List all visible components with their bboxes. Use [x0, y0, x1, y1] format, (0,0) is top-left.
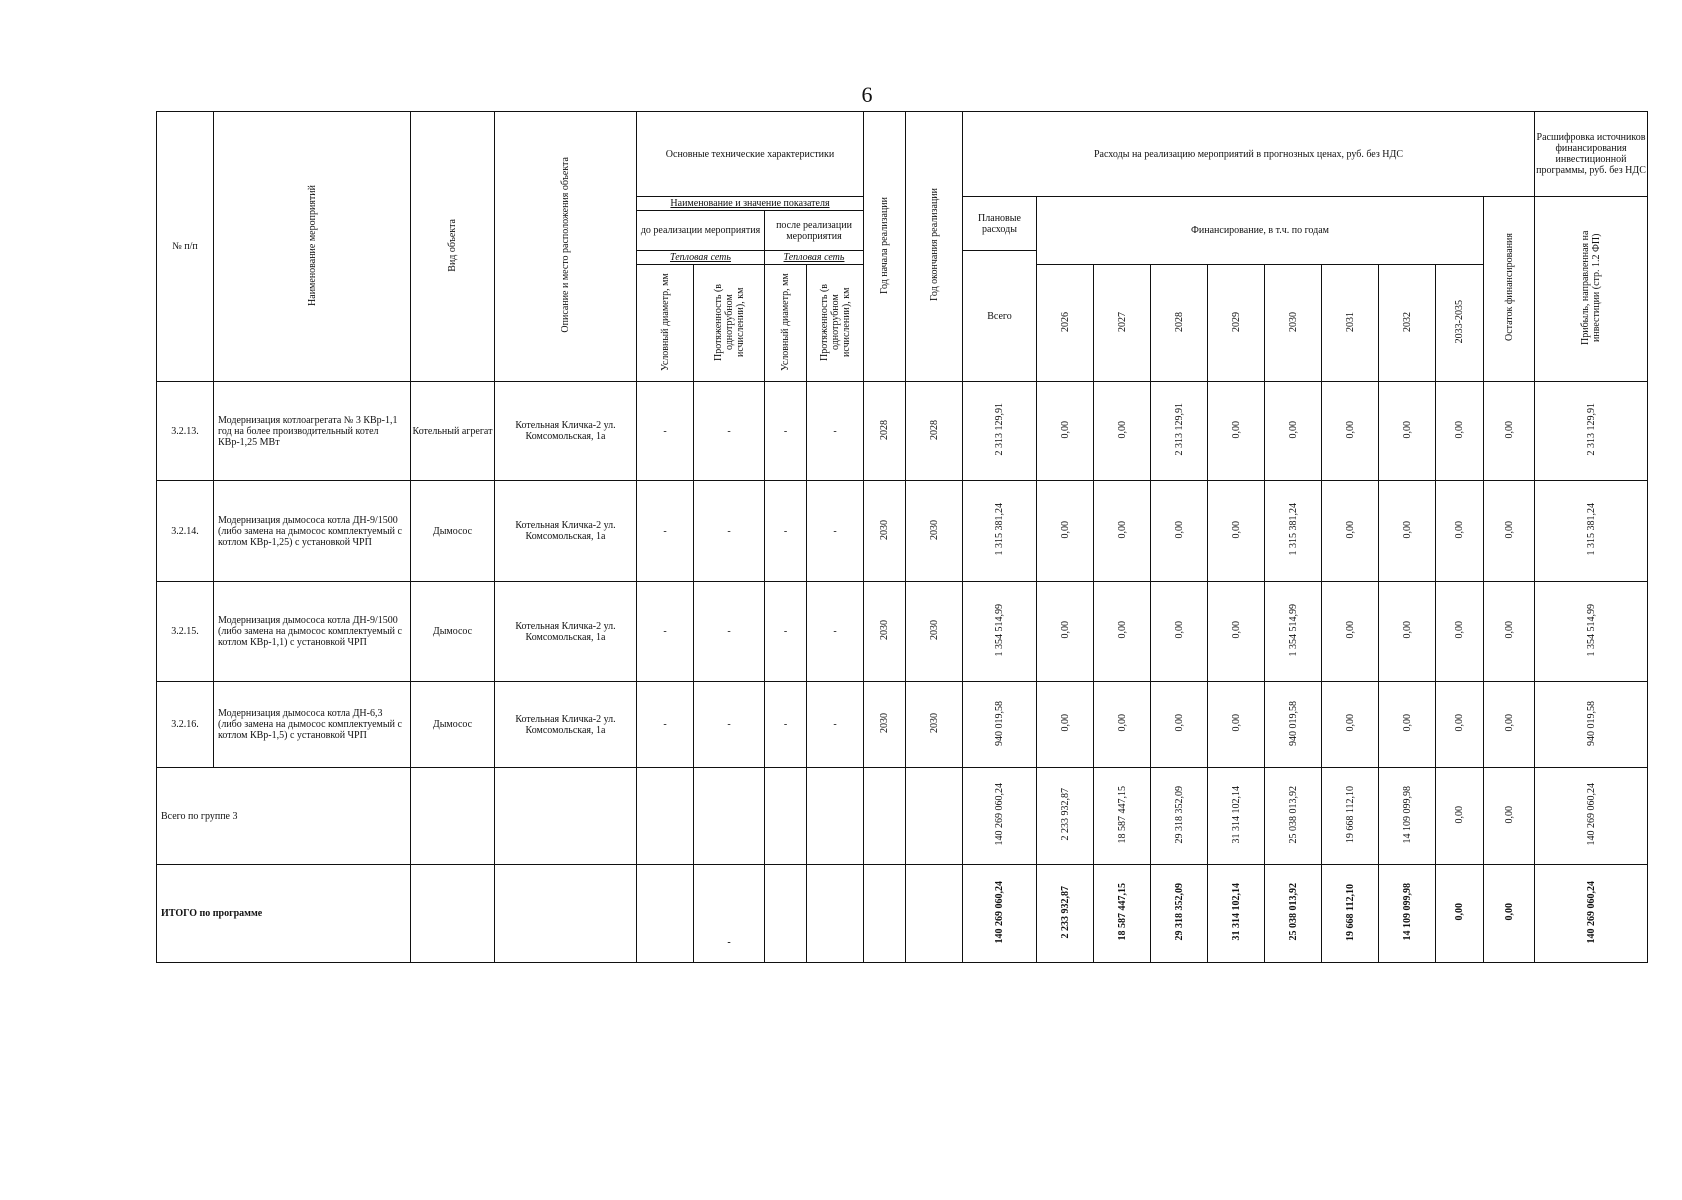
row-diam-after: -	[765, 682, 807, 768]
row-type: Дымосос	[411, 682, 495, 768]
program-total-2031: 19 668 112,10	[1322, 865, 1379, 963]
row-year-end: 2028	[906, 382, 963, 481]
header-planned: Плановые расходы	[963, 197, 1037, 251]
row-2031: 0,00	[1322, 582, 1379, 682]
header-financing: Финансирование, в т.ч. по годам	[1037, 197, 1484, 265]
row-profit: 2 313 129,91	[1535, 382, 1648, 481]
group-total-2031: 19 668 112,10	[1322, 768, 1379, 865]
page-number: 6	[861, 82, 873, 107]
program-total-2029: 31 314 102,14	[1208, 865, 1265, 963]
row-2031: 0,00	[1322, 382, 1379, 481]
header-year-2032: 2032	[1379, 265, 1436, 382]
row-2030: 1 354 514,99	[1265, 582, 1322, 682]
header-num: № п/п	[157, 112, 214, 382]
row-total: 2 313 129,91	[963, 382, 1037, 481]
row-location: Котельная Кличка-2 ул. Комсомольская, 1а	[495, 382, 637, 481]
row-2026: 0,00	[1037, 682, 1094, 768]
row-name: Модернизация котлоагрегата № 3 КВр-1,1 год на более производительный котел КВр-1,25 МВт	[214, 382, 411, 481]
row-2033-2035: 0,00	[1436, 382, 1484, 481]
group-total-2033-2035: 0,00	[1436, 768, 1484, 865]
header-costs-group: Расходы на реализацию мероприятий в прогнозных ценах, руб. без НДС	[963, 112, 1535, 197]
row-num: 3.2.13.	[157, 382, 214, 481]
header-network-before: Тепловая сеть	[637, 251, 765, 265]
header-before: до реализации мероприятия	[637, 211, 765, 251]
header-year-2030: 2030	[1265, 265, 1322, 382]
row-year-end: 2030	[906, 682, 963, 768]
row-profit: 940 019,58	[1535, 682, 1648, 768]
row-2029: 0,00	[1208, 682, 1265, 768]
group-total-total: 140 269 060,24	[963, 768, 1037, 865]
row-location: Котельная Кличка-2 ул. Комсомольская, 1а	[495, 481, 637, 582]
row-location: Котельная Кличка-2 ул. Комсомольская, 1а	[495, 682, 637, 768]
program-total-2030: 25 038 013,92	[1265, 865, 1322, 963]
row-type: Дымосос	[411, 582, 495, 682]
row-2026: 0,00	[1037, 481, 1094, 582]
group-total-remainder: 0,00	[1484, 768, 1535, 865]
row-diam-before: -	[637, 682, 694, 768]
group-total-2027: 18 587 447,15	[1094, 768, 1151, 865]
row-profit: 1 315 381,24	[1535, 481, 1648, 582]
row-remainder: 0,00	[1484, 382, 1535, 481]
row-2028: 2 313 129,91	[1151, 382, 1208, 481]
row-2032: 0,00	[1379, 682, 1436, 768]
row-2026: 0,00	[1037, 382, 1094, 481]
row-type: Котельный агрегат	[411, 382, 495, 481]
header-diam-after: Условный диаметр, мм	[765, 265, 807, 382]
program-total-2033-2035: 0,00	[1436, 865, 1484, 963]
program-total-row	[157, 865, 1648, 963]
row-diam-after: -	[765, 481, 807, 582]
header-profit: Прибыль, направленная на инвестиции (стр. 1.2 ФП)	[1535, 197, 1648, 382]
row-2027: 0,00	[1094, 382, 1151, 481]
row-year-end: 2030	[906, 582, 963, 682]
row-2033-2035: 0,00	[1436, 481, 1484, 582]
row-remainder: 0,00	[1484, 682, 1535, 768]
row-remainder: 0,00	[1484, 582, 1535, 682]
program-total-remainder: 0,00	[1484, 865, 1535, 963]
row-total: 1 315 381,24	[963, 481, 1037, 582]
table-row	[157, 682, 1648, 768]
header-sources-group: Расшифровка источников финансирования инвестиционной программы, руб. без НДС	[1535, 112, 1648, 197]
header-year-2027: 2027	[1094, 265, 1151, 382]
table-row	[157, 582, 1648, 682]
header-type: Вид объекта	[411, 112, 495, 382]
row-2027: 0,00	[1094, 481, 1151, 582]
row-year-start: 2030	[864, 682, 906, 768]
row-2028: 0,00	[1151, 582, 1208, 682]
program-total-2026: 2 233 932,87	[1037, 865, 1094, 963]
group-total-2028: 29 318 352,09	[1151, 768, 1208, 865]
header-tech-group: Основные технические характеристики	[637, 112, 864, 197]
header-tech-sub: Наименование и значение показателя	[637, 197, 864, 211]
row-2032: 0,00	[1379, 382, 1436, 481]
table-row	[157, 382, 1648, 481]
row-year-start: 2028	[864, 382, 906, 481]
row-length-after: -	[807, 382, 864, 481]
header-year-2026: 2026	[1037, 265, 1094, 382]
row-length-before: -	[694, 582, 765, 682]
header-name: Наименование мероприятий	[214, 112, 411, 382]
header-year-2028: 2028	[1151, 265, 1208, 382]
row-2033-2035: 0,00	[1436, 682, 1484, 768]
row-name: Модернизация дымососа котла ДН-6,3 (либо замена на дымосос комплектуемый с котлом КВр-1,5) с установкой ЧРП	[214, 682, 411, 768]
program-total-2032: 14 109 099,98	[1379, 865, 1436, 963]
header-total: Всего	[963, 251, 1037, 382]
row-profit: 1 354 514,99	[1535, 582, 1648, 682]
row-diam-before: -	[637, 582, 694, 682]
group-total-label: Всего по группе 3	[157, 768, 411, 865]
program-total-label: ИТОГО по программе	[157, 865, 411, 963]
row-2029: 0,00	[1208, 481, 1265, 582]
row-length-after: -	[807, 682, 864, 768]
row-length-before: -	[694, 481, 765, 582]
row-2027: 0,00	[1094, 682, 1151, 768]
row-num: 3.2.14.	[157, 481, 214, 582]
row-2030: 0,00	[1265, 382, 1322, 481]
row-location: Котельная Кличка-2 ул. Комсомольская, 1а	[495, 582, 637, 682]
group-total-2030: 25 038 013,92	[1265, 768, 1322, 865]
program-total-total: 140 269 060,24	[963, 865, 1037, 963]
group-total-2032: 14 109 099,98	[1379, 768, 1436, 865]
row-2027: 0,00	[1094, 582, 1151, 682]
header-year-start: Год начала реализации	[864, 112, 906, 382]
header-diam-before: Условный диаметр, мм	[637, 265, 694, 382]
header-remainder: Остаток финансирования	[1484, 197, 1535, 382]
program-total-dot: -	[694, 865, 765, 963]
table-row	[157, 481, 1648, 582]
row-diam-before: -	[637, 382, 694, 481]
header-year-2029: 2029	[1208, 265, 1265, 382]
row-length-after: -	[807, 481, 864, 582]
header-after: после реализации мероприятия	[765, 211, 864, 251]
program-total-2028: 29 318 352,09	[1151, 865, 1208, 963]
row-num: 3.2.15.	[157, 582, 214, 682]
row-2032: 0,00	[1379, 481, 1436, 582]
row-2030: 940 019,58	[1265, 682, 1322, 768]
row-length-before: -	[694, 382, 765, 481]
row-2029: 0,00	[1208, 582, 1265, 682]
row-diam-before: -	[637, 481, 694, 582]
row-length-after: -	[807, 582, 864, 682]
header-network-after: Тепловая сеть	[765, 251, 864, 265]
program-total-profit: 140 269 060,24	[1535, 865, 1648, 963]
row-year-end: 2030	[906, 481, 963, 582]
row-2026: 0,00	[1037, 582, 1094, 682]
row-2028: 0,00	[1151, 682, 1208, 768]
investment-program-table	[156, 111, 1648, 963]
program-total-2027: 18 587 447,15	[1094, 865, 1151, 963]
row-2030: 1 315 381,24	[1265, 481, 1322, 582]
row-length-before: -	[694, 682, 765, 768]
group-total-row	[157, 768, 1648, 865]
row-year-start: 2030	[864, 481, 906, 582]
row-type: Дымосос	[411, 481, 495, 582]
row-2029: 0,00	[1208, 382, 1265, 481]
row-2033-2035: 0,00	[1436, 582, 1484, 682]
row-2032: 0,00	[1379, 582, 1436, 682]
header-length-after: Протяженность (в однотрубном исчислении), км	[807, 265, 864, 382]
row-diam-after: -	[765, 382, 807, 481]
row-num: 3.2.16.	[157, 682, 214, 768]
header-length-before: Протяженность (в однотрубном исчислении), км	[694, 265, 765, 382]
row-name: Модернизация дымососа котла ДН-9/1500 (либо замена на дымосос комплектуемый с котлом КВр-1,1) с установкой ЧРП	[214, 582, 411, 682]
header-year-2031: 2031	[1322, 265, 1379, 382]
header-location: Описание и место расположения объекта	[495, 112, 637, 382]
header-year-2033-2035: 2033-2035	[1436, 265, 1484, 382]
row-year-start: 2030	[864, 582, 906, 682]
group-total-2026: 2 233 932,87	[1037, 768, 1094, 865]
group-total-profit: 140 269 060,24	[1535, 768, 1648, 865]
row-total: 1 354 514,99	[963, 582, 1037, 682]
row-2028: 0,00	[1151, 481, 1208, 582]
header-year-end: Год окончания реализации	[906, 112, 963, 382]
row-total: 940 019,58	[963, 682, 1037, 768]
row-name: Модернизация дымососа котла ДН-9/1500 (либо замена на дымосос комплектуемый с котлом КВр-1,25) с установкой ЧРП	[214, 481, 411, 582]
row-diam-after: -	[765, 582, 807, 682]
group-total-2029: 31 314 102,14	[1208, 768, 1265, 865]
row-2031: 0,00	[1322, 481, 1379, 582]
row-2031: 0,00	[1322, 682, 1379, 768]
row-remainder: 0,00	[1484, 481, 1535, 582]
